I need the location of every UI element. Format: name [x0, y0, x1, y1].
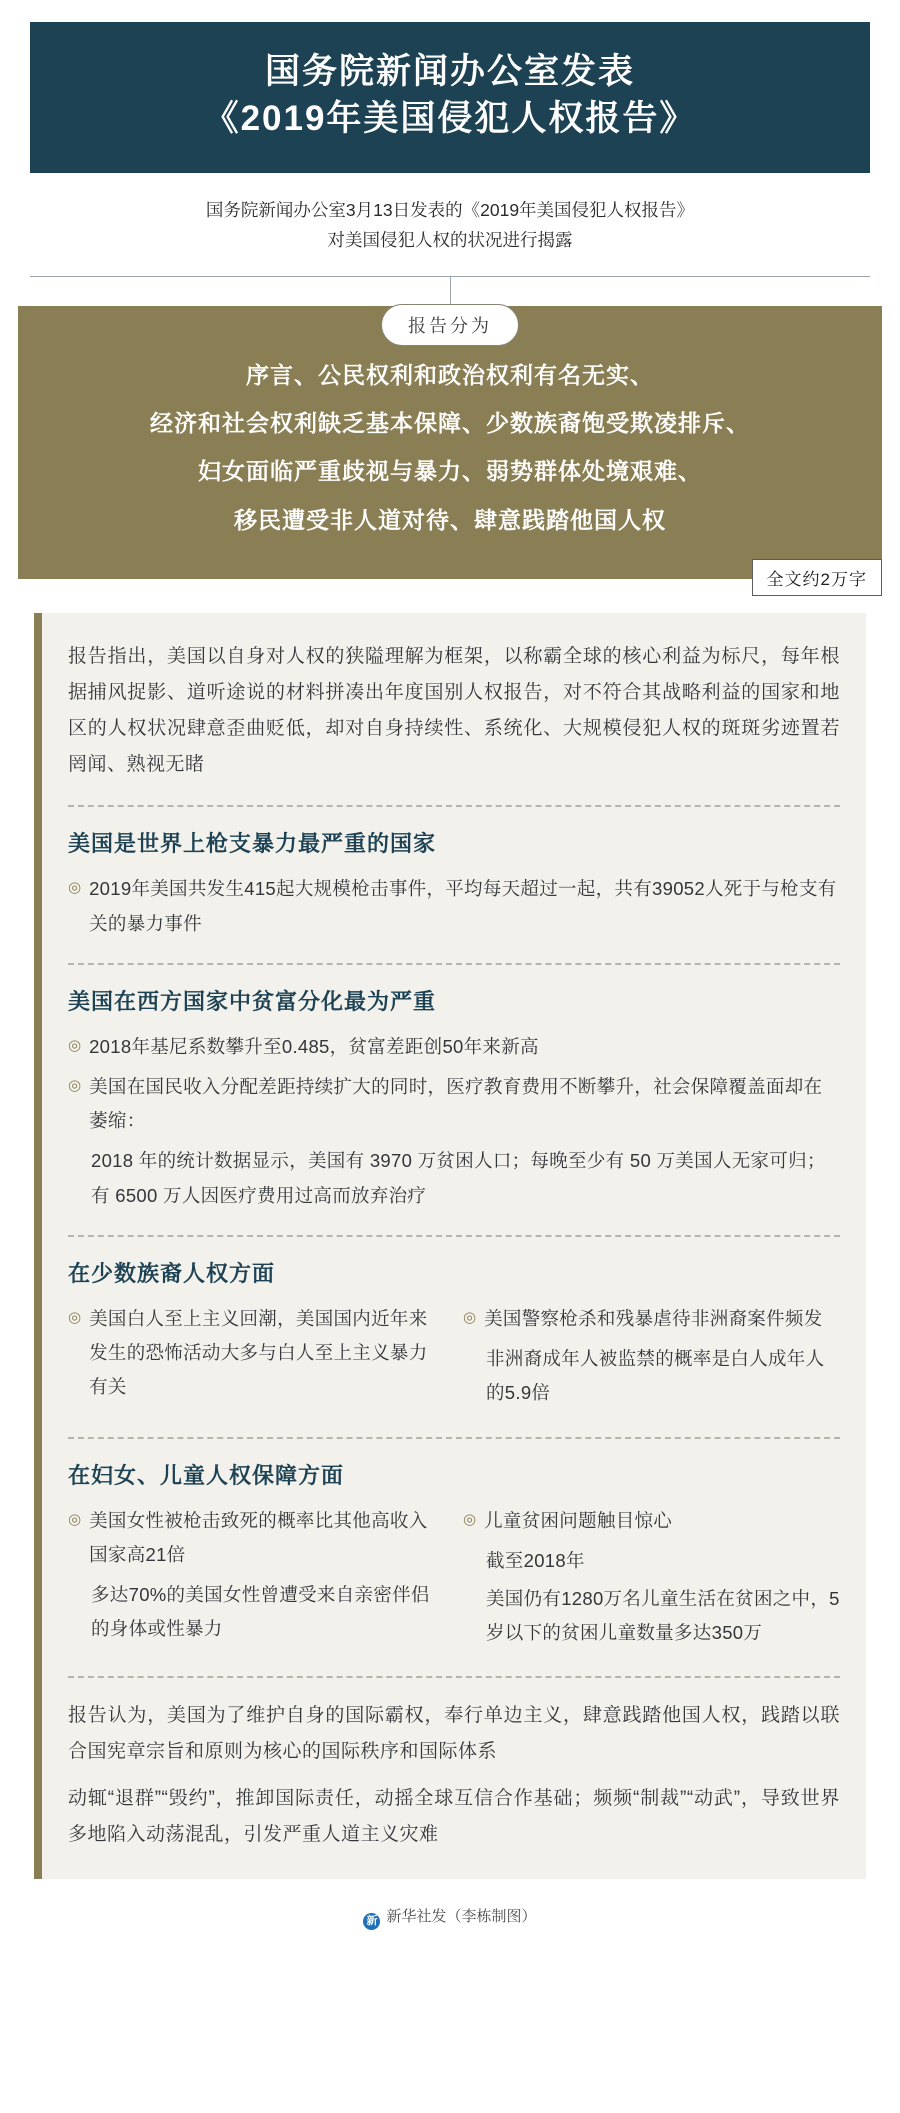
two-column-group — [68, 1302, 840, 1415]
section-title: 在少数族裔人权方面 — [68, 1260, 276, 1286]
bullet-item — [68, 1030, 840, 1064]
subtitle — [70, 195, 830, 256]
content-panel — [34, 613, 866, 1879]
column-right — [463, 1504, 840, 1655]
page-title-line2: 《2019年美国侵犯人权报告》 — [203, 99, 697, 139]
subtitle-line2: 对美国侵犯人权的状况进行揭露 — [327, 230, 573, 251]
bullet-text: 美国女性被枪击致死的概率比其他高收入国家高21倍 — [89, 1509, 428, 1565]
section-wealth-gap — [68, 985, 840, 1213]
bullet-text: 儿童贫困问题触目惊心 — [484, 1509, 673, 1531]
word-count-badge: 全文约2万字 — [752, 559, 882, 596]
subtitle-line1: 国务院新闻办公室3月13日发表的《2019年美国侵犯人权报告》 — [205, 199, 695, 220]
bullet-icon: ◎ — [68, 1308, 82, 1326]
sub-text: 2018 年的统计数据显示，美国有 3970 万贫困人口；每晚至少有 50 万美国人无家可归；有 6500 万人因医疗费用过高而放弃治疗 — [91, 1150, 826, 1206]
sub-text: 多达70%的美国女性曾遭受来自亲密伴侣的身体或性暴力 — [91, 1583, 430, 1640]
sub-text: 美国仍有1280万名儿童生活在贫困之中，5岁以下的贫困儿童数量多达350万 — [486, 1587, 840, 1644]
section-title: 在妇女、儿童人权保障方面 — [68, 1462, 345, 1488]
column-left — [68, 1504, 445, 1655]
structure-box — [18, 306, 882, 589]
column-right — [463, 1302, 840, 1415]
bullet-icon: ◎ — [463, 1510, 477, 1528]
bullet-icon: ◎ — [68, 1036, 82, 1054]
section-title: 美国是世界上枪支暴力最严重的国家 — [68, 831, 437, 857]
report-structure-block — [18, 306, 882, 589]
bullet-item — [68, 872, 840, 940]
bullet-text: 2019年美国共发生415起大规模枪击事件，平均每天超过一起，共有39052人死于与枪支有关的暴力事件 — [89, 878, 837, 934]
section-gun-violence — [68, 827, 840, 940]
vertical-rule — [450, 276, 451, 306]
intro-paragraph: 报告指出，美国以自身对人权的狭隘理解为框架，以称霸全球的核心利益为标尺，每年根据捕风捉影、道听途说的材料拼凑出年度国别人权报告，对不符合其战略利益的国家和地区的人权状况肆意歪曲贬低，却对自身持续性、系统化、大规模侵犯人权的斑斑劣迹置若罔闻、熟视无睹 — [68, 645, 840, 776]
two-column-group — [68, 1504, 840, 1655]
footer-credit — [0, 1905, 900, 1930]
bullet-item — [68, 1070, 840, 1138]
bullet-text: 2018年基尼系数攀升至0.485，贫富差距创50年来新高 — [89, 1035, 539, 1057]
sub-text: 截至2018年 — [486, 1549, 585, 1571]
divider — [68, 1235, 840, 1237]
bullet-icon: ◎ — [463, 1308, 477, 1326]
conclusion-paragraph-2: 动辄“退群”“毁约”，推卸国际责任，动摇全球互信合作基础；频频“制裁”“动武”，导致世界多地陷入动荡混乱，引发严重人道主义灾难 — [68, 1787, 840, 1845]
structure-badge: 报告分为 — [381, 304, 519, 346]
bullet-icon: ◎ — [68, 879, 82, 897]
connector-rule — [30, 262, 870, 306]
section-title: 美国在西方国家中贫富分化最为严重 — [68, 988, 437, 1014]
bullet-item — [463, 1302, 840, 1336]
structure-line: 经济和社会权利缺乏基本保障、少数族裔饱受欺凌排斥、 — [150, 411, 750, 437]
column-left — [68, 1302, 445, 1415]
xinhua-logo-icon: 新 — [363, 1913, 380, 1930]
bullet-item — [68, 1302, 445, 1405]
bullet-icon: ◎ — [68, 1510, 82, 1528]
divider — [68, 1676, 840, 1678]
section-minority-rights — [68, 1257, 840, 1415]
bullet-text: 美国在国民收入分配差距持续扩大的同时，医疗教育费用不断攀升，社会保障覆盖面却在萎缩： — [89, 1075, 823, 1132]
page-title-line1: 国务院新闻办公室发表 — [264, 52, 635, 91]
divider — [68, 1437, 840, 1439]
structure-line: 序言、公民权利和政治权利有名无实、 — [246, 362, 654, 388]
divider — [68, 963, 840, 965]
bullet-text: 美国警察枪杀和残暴虐待非洲裔案件频发 — [484, 1307, 823, 1329]
header-banner — [30, 22, 870, 173]
bullet-item — [68, 1504, 445, 1572]
divider — [68, 805, 840, 807]
section-women-children-rights — [68, 1459, 840, 1655]
sub-text: 非洲裔成年人被监禁的概率是白人成年人的5.9倍 — [486, 1348, 825, 1404]
bullet-icon: ◎ — [68, 1076, 82, 1094]
conclusion-block — [68, 1698, 840, 1852]
conclusion-paragraph-1: 报告认为，美国为了维护自身的国际霸权，奉行单边主义，肆意践踏他国人权，践踏以联合国宪章宗旨和原则为核心的国际秩序和国际体系 — [68, 1705, 840, 1763]
bullet-text: 美国白人至上主义回潮，美国国内近年来发生的恐怖活动大多与白人至上主义暴力有关 — [89, 1307, 428, 1398]
structure-line: 妇女面临严重歧视与暴力、弱势群体处境艰难、 — [198, 459, 702, 485]
structure-line: 移民遭受非人道对待、肆意践踏他国人权 — [234, 507, 666, 533]
bullet-item — [463, 1504, 840, 1538]
credit-text: 新华社发（李栋制图） — [386, 1907, 537, 1925]
